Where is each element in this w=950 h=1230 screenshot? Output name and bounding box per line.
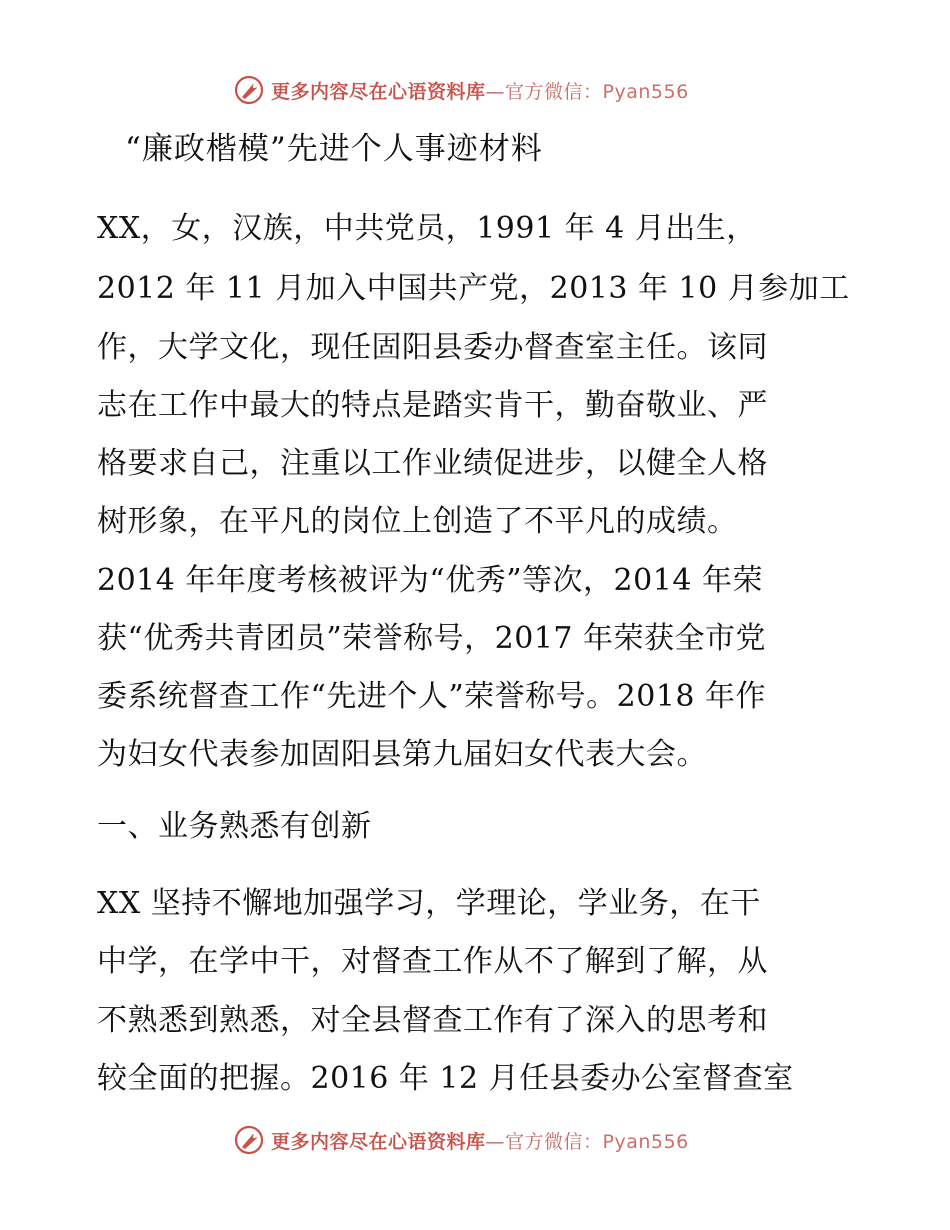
paragraph-line: 树形象，在平凡的岗位上创造了不平凡的成绩。 (97, 504, 738, 539)
paragraph-line: 中学，在学中干，对督查工作从不了解到了解，从 (97, 944, 768, 979)
banner-prefix: 更多内容尽在心语资料库 (271, 80, 486, 103)
banner-wechat-id: Pyan556 (602, 1130, 689, 1153)
paragraph-line: 较全面的把握。2016 年 12 月任县委办公室督查室 (97, 1061, 794, 1096)
banner-separator: — (485, 80, 506, 103)
paragraph-line: XX，女，汉族，中共党员，1991 年 4 月出生， (97, 211, 757, 246)
banner-wechat-label: 官方微信： (505, 1130, 603, 1153)
section-heading: 一、业务熟悉有创新 (97, 809, 372, 844)
paragraph-line: 不熟悉到熟悉，对全县督查工作有了深入的思考和 (97, 1003, 768, 1038)
paragraph-line: 作，大学文化，现任固阳县委办督查室主任。该同 (97, 330, 768, 365)
banner-text (271, 1127, 689, 1154)
paragraph-line: 委系统督查工作“先进个人”荣誉称号。2018 年作 (97, 679, 767, 714)
paragraph-line: 2014 年年度考核被评为“优秀”等次，2014 年荣 (97, 563, 763, 598)
header-watermark-banner (0, 70, 950, 110)
paragraph-line: 获“优秀共青团员”荣誉称号，2017 年荣获全市党 (97, 621, 767, 656)
document-title: “廉政楷模”先进个人事迹材料 (125, 131, 543, 167)
paragraph-line: 2012 年 11 月加入中国共产党，2013 年 10 月参加工 (97, 271, 850, 306)
paragraph-line: XX 坚持不懈地加强学习，学理论，学业务，在干 (97, 886, 761, 921)
banner-separator: — (485, 1130, 506, 1153)
banner-wechat-label: 官方微信： (505, 80, 603, 103)
pen-nib-logo-icon (233, 1124, 265, 1156)
banner-text (271, 77, 689, 104)
pen-nib-logo-icon (233, 74, 265, 106)
paragraph-line: 为妇女代表参加固阳县第九届妇女代表大会。 (97, 737, 707, 772)
paragraph-line: 格要求自己，注重以工作业绩促进步，以健全人格 (97, 446, 768, 481)
paragraph-line: 志在工作中最大的特点是踏实肯干，勤奋敬业、严 (97, 388, 768, 423)
banner-wechat-id: Pyan556 (602, 80, 689, 103)
banner-prefix: 更多内容尽在心语资料库 (271, 1130, 486, 1153)
footer-watermark-banner (0, 1120, 950, 1160)
